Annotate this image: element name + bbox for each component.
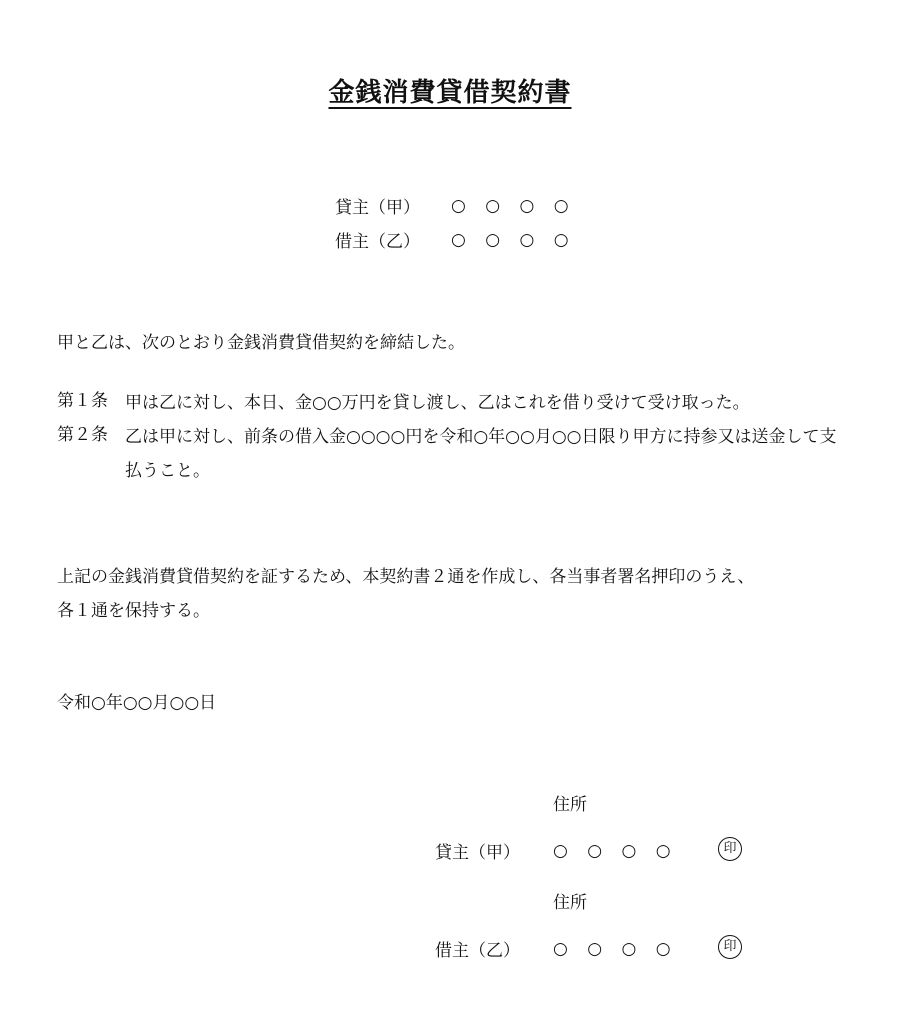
article-1 (57, 386, 857, 420)
header-borrower-label: 借主（乙） (335, 232, 420, 252)
document-title-text: 金銭消費貸借契約書 (328, 78, 572, 108)
contract-date: 令和○年○○月○○日 (57, 693, 217, 713)
borrower-signature-label: 借主（乙） (435, 941, 520, 961)
borrower-signature-name: ○ ○ ○ ○ (553, 938, 678, 959)
article-2-number: 第２条 (57, 425, 108, 445)
document-title (0, 72, 900, 109)
lender-signature-label: 貸主（甲） (435, 843, 520, 863)
article-1-number: 第１条 (57, 391, 108, 411)
header-lender-label: 貸主（甲） (335, 198, 420, 218)
lender-address-label: 住所 (553, 795, 587, 815)
lender-seal-icon: 印 (718, 837, 742, 861)
lender-signature-row (435, 838, 678, 863)
borrower-signature-row (435, 936, 678, 961)
borrower-seal-icon: 印 (718, 935, 742, 959)
header-borrower-name: ○ ○ ○ ○ (451, 229, 576, 250)
article-1-text: 甲は乙に対し、本日、金○○万円を貸し渡し、乙はこれを借り受けて受け取った。 (125, 393, 750, 413)
borrower-address-label: 住所 (553, 893, 587, 913)
closing-line-2: 各１通を保持する。 (57, 601, 210, 621)
lender-signature-name: ○ ○ ○ ○ (553, 840, 678, 861)
header-borrower-row (335, 227, 576, 252)
header-lender-name: ○ ○ ○ ○ (451, 195, 576, 216)
article-2-text: 乙は甲に対し、前条の借入金○○○○円を令和○年○○月○○日限り甲方に持参又は送金して支払うこと。 (125, 427, 837, 481)
article-2 (57, 420, 843, 488)
closing-line-1: 上記の金銭消費貸借契約を証するため、本契約書２通を作成し、各当事者署名押印のうえ、 (57, 567, 755, 587)
header-lender-row (335, 193, 576, 218)
intro-text: 甲と乙は、次のとおり金銭消費貸借契約を締結した。 (57, 333, 465, 353)
